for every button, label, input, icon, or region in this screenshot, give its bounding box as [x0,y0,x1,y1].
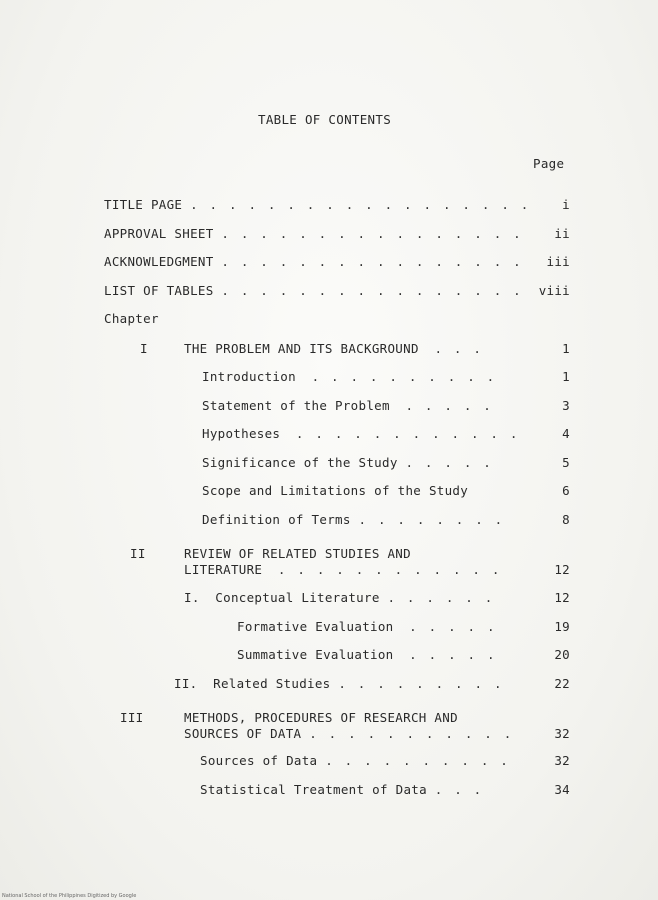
chapter-title-continued: SOURCES OF DATA . . . . . . . . . . . [184,726,514,741]
toc-page-number: 1 [562,341,570,356]
subsection-entry: Formative Evaluation . . . . . [237,619,497,634]
scan-footer: National School of the Philippines Digitized by Google [2,893,137,899]
page-title: TABLE OF CONTENTS [258,112,392,127]
toc-page-number: 8 [562,512,570,527]
toc-page-number: 32 [554,753,570,768]
toc-page-number: 12 [554,562,570,577]
section-entry: Statement of the Problem . . . . . [202,398,494,413]
toc-page-number: viii [538,283,570,298]
chapter-title: THE PROBLEM AND ITS BACKGROUND . . . [184,341,484,356]
section-entry: Sources of Data . . . . . . . . . . [200,753,511,768]
section-entry: Scope and Limitations of the Study [202,483,469,498]
toc-entry-approval-sheet: APPROVAL SHEET . . . . . . . . . . . . . . . . [104,226,523,241]
chapter-title: REVIEW OF RELATED STUDIES AND [184,546,411,561]
section-entry: I. Conceptual Literature . . . . . . [184,590,495,605]
toc-entry-acknowledgment: ACKNOWLEDGMENT . . . . . . . . . . . . . . . . [104,254,523,269]
toc-page-number: 6 [562,483,570,498]
toc-page-number: 3 [562,398,570,413]
toc-page-number: ii [554,226,570,241]
chapter-numeral: I [140,341,148,356]
toc-page-number: 4 [562,426,570,441]
subsection-entry: Summative Evaluation . . . . . [237,647,497,662]
toc-entry-title-page: TITLE PAGE . . . . . . . . . . . . . . . . . . [104,197,531,212]
toc-page-number: 20 [554,647,570,662]
toc-page-number: 32 [554,726,570,741]
toc-page-number: 22 [554,676,570,691]
chapter-numeral: III [120,710,144,725]
section-entry: Significance of the Study . . . . . [202,455,493,470]
toc-page-number: i [562,197,570,212]
toc-entry-list-of-tables: LIST OF TABLES . . . . . . . . . . . . . . . . [104,283,523,298]
section-entry: Statistical Treatment of Data . . . [200,782,484,797]
section-entry: Hypotheses . . . . . . . . . . . . [202,426,520,441]
chapter-column-header: Chapter [104,311,159,326]
toc-page-number: 5 [562,455,570,470]
section-entry: II. Related Studies . . . . . . . . . [174,676,504,691]
page-column-header: Page [533,156,565,171]
section-entry: Definition of Terms . . . . . . . . [202,512,505,527]
chapter-title: METHODS, PROCEDURES OF RESEARCH AND [184,710,458,725]
toc-page-number: 1 [562,369,570,384]
chapter-title-continued: LITERATURE . . . . . . . . . . . . [184,562,502,577]
chapter-numeral: II [130,546,146,561]
toc-page-number: 12 [554,590,570,605]
toc-page-number: iii [546,254,570,269]
section-entry: Introduction . . . . . . . . . . [202,369,497,384]
toc-page-number: 19 [554,619,570,634]
toc-page-number: 34 [554,782,570,797]
